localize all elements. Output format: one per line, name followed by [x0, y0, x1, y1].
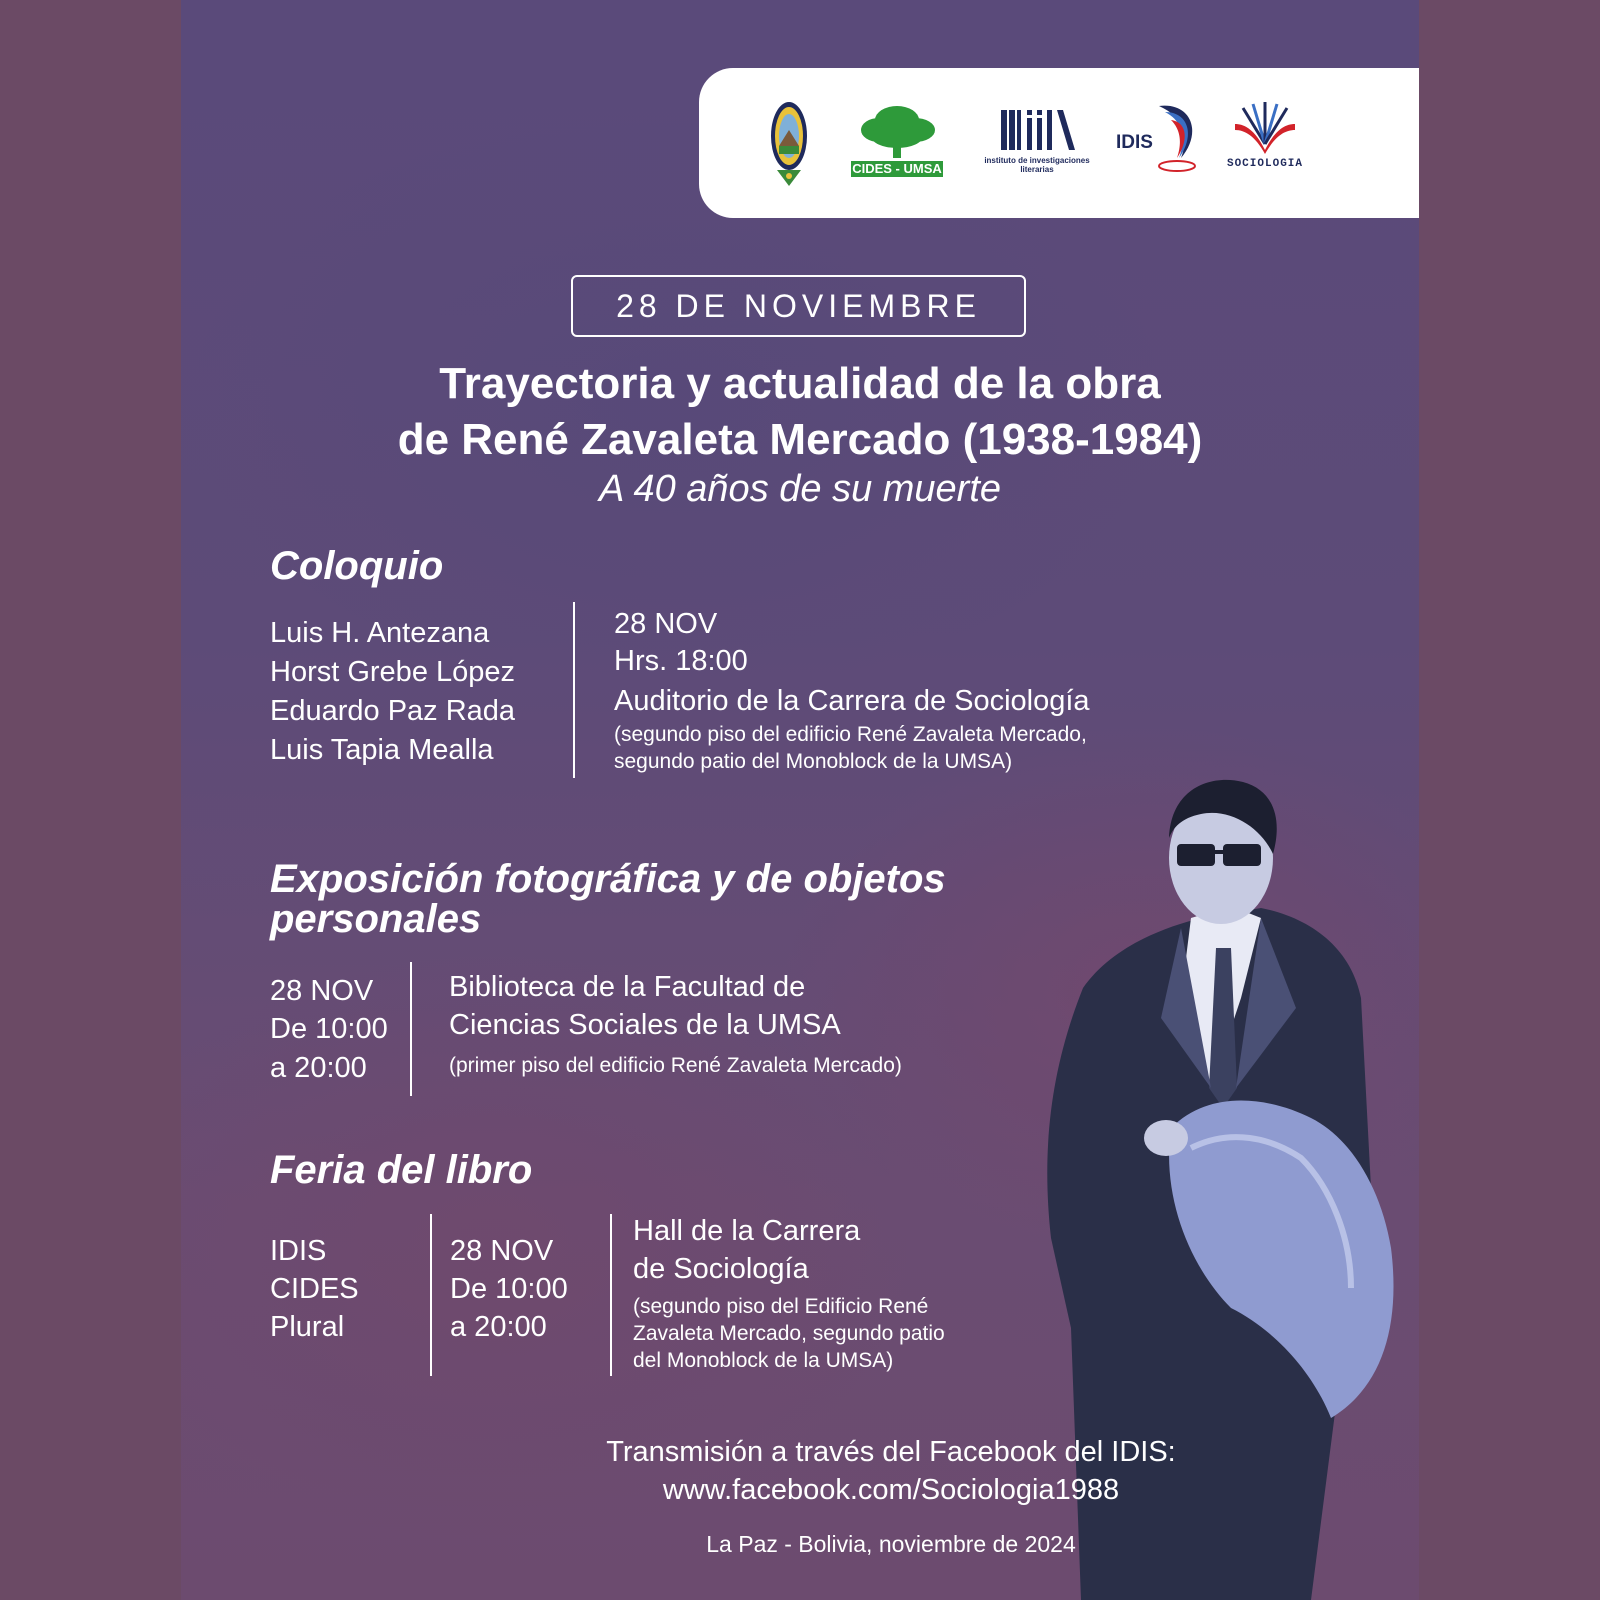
speaker-name: Luis Tapia Mealla [270, 734, 494, 766]
feria-time-from: De 10:00 [450, 1273, 568, 1305]
exposicion-time-to: a 20:00 [270, 1052, 367, 1084]
place-date: La Paz - Bolivia, noviembre de 2024 [706, 1531, 1076, 1557]
books-icon [999, 106, 1079, 152]
feria-date: 28 NOV [450, 1235, 554, 1267]
cides-logo-label: CIDES - UMSA [852, 161, 942, 176]
feria-venue: de Sociología [633, 1253, 809, 1285]
umsa-shield-icon [769, 96, 809, 188]
feria-org: CIDES [270, 1273, 359, 1305]
feria-venue-detail: del Monoblock de la UMSA) [633, 1349, 894, 1372]
event-title-line-1: Trayectoria y actualidad de la obra [439, 359, 1161, 408]
event-date-box: 28 DE NOVIEMBRE [571, 275, 1026, 337]
divider [610, 1214, 612, 1376]
divider [410, 962, 412, 1096]
exposicion-time-from: De 10:00 [270, 1013, 388, 1045]
coloquio-time: Hrs. 18:00 [614, 645, 748, 677]
stream-info: Transmisión a través del Facebook del IDIS: [606, 1436, 1176, 1468]
divider [573, 602, 575, 778]
logo-bar [699, 68, 1419, 218]
feria-time-to: a 20:00 [450, 1311, 547, 1343]
speaker-name: Luis H. Antezana [270, 617, 490, 649]
iil-logo-label: instituto de investigaciones literarias [984, 156, 1090, 174]
exposicion-heading: Exposición fotográfica y de objetos [270, 857, 946, 901]
idis-swoosh-icon [1151, 102, 1201, 174]
exposicion-heading: personales [270, 897, 482, 941]
feria-venue: Hall de la Carrera [633, 1215, 861, 1247]
exposicion-venue-detail: (primer piso del edificio René Zavaleta Mercado) [449, 1054, 902, 1077]
event-subtitle: A 40 años de su muerte [598, 468, 1002, 510]
feria-org: IDIS [270, 1235, 327, 1267]
sociologia-logo-label: SOCIOLOGIA [1226, 158, 1303, 170]
coloquio-venue-detail: (segundo piso del edificio René Zavaleta Mercado, [614, 723, 1087, 746]
exposicion-venue: Biblioteca de la Facultad de [449, 971, 806, 1003]
feria-venue-detail: Zavaleta Mercado, segundo patio [633, 1322, 945, 1345]
speaker-name: Horst Grebe López [270, 656, 516, 688]
exposicion-venue: Ciencias Sociales de la UMSA [449, 1009, 841, 1041]
speaker-name: Eduardo Paz Rada [270, 695, 516, 727]
event-poster [181, 0, 1419, 1600]
feria-org: Plural [270, 1311, 345, 1343]
idis-logo-label: IDIS [1116, 132, 1153, 153]
coloquio-venue: Auditorio de la Carrera de Sociología [614, 685, 1090, 717]
cides-tree-icon [849, 98, 945, 160]
divider [430, 1214, 432, 1376]
exposicion-date: 28 NOV [270, 975, 374, 1007]
facebook-url[interactable]: www.facebook.com/Sociologia1988 [662, 1474, 1120, 1506]
feria-heading: Feria del libro [270, 1148, 533, 1192]
coloquio-date: 28 NOV [614, 608, 718, 640]
coloquio-heading: Coloquio [270, 544, 444, 588]
sociologia-book-icon [1233, 100, 1297, 154]
coloquio-venue-detail: segundo patio del Monoblock de la UMSA) [614, 750, 1013, 773]
event-title-line-2: de René Zavaleta Mercado (1938-1984) [397, 415, 1203, 464]
feria-venue-detail: (segundo piso del Edificio René [633, 1295, 929, 1318]
